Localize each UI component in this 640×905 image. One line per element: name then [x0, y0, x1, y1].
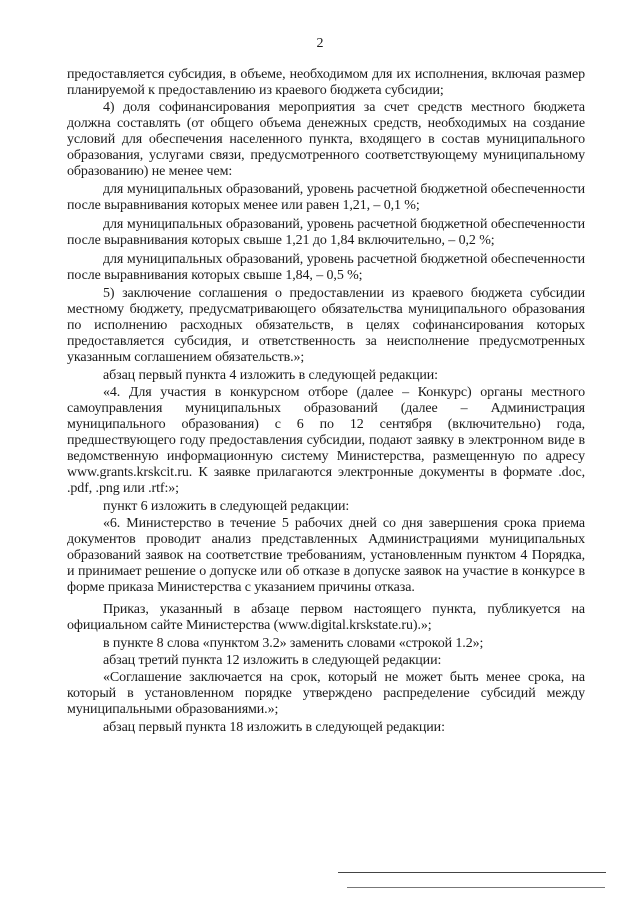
- footer-rule: [338, 872, 606, 873]
- paragraph-item-6-text: «6. Министерство в течение 5 рабочих дней со дня завершения срока приема документов проводит анализ представленных Администрациями муниципальных образований заявок на соответствие требованиям, установленным пунктом 4 Порядка, и принимает решение о допуске или об отказе в допуске заявок на участие в конкурсе в форме приказа Министерства с указанием причины отказа.: [67, 516, 585, 595]
- paragraph-cofinancing-share: 4) доля софинансирования мероприятия за счет средств местного бюджета должна составлять (от общего объема денежных средств, необходимых на создание условий для обеспечения населенного пункта, входящего в состав муниципального образования, услугами связи, предусмотренного соответствующему муниципальному образованию) не менее чем:: [67, 100, 585, 179]
- paragraph-subsidy-volume: предоставляется субсидия, в объеме, необходимом для их исполнения, включая размер планируемой к предоставлению из краевого бюджета субсидии;: [67, 67, 585, 98]
- paragraph-amend-item-6: пункт 6 изложить в следующей редакции:: [103, 499, 350, 514]
- paragraph-share-tier-1: для муниципальных образований, уровень расчетной бюджетной обеспеченности после выравнивания которых менее или равен 1,21, – 0,1 %;: [67, 182, 585, 213]
- paragraph-order-publication: Приказ, указанный в абзаце первом настоящего пункта, публикуется на официальном сайте Министерства (www.digital.krskstate.ru).»;: [67, 602, 585, 633]
- paragraph-amend-item-12: абзац третий пункта 12 изложить в следующей редакции:: [103, 653, 442, 668]
- paragraph-amend-item-18: абзац первый пункта 18 изложить в следующей редакции:: [103, 720, 445, 735]
- paragraph-amend-item-4: абзац первый пункта 4 изложить в следующей редакции:: [103, 368, 438, 383]
- page-number: 2: [316, 36, 324, 51]
- paragraph-agreement-term: «Соглашение заключается на срок, который не может быть менее срока, на который в установленном порядке утверждено распределение субсидий между муниципальными образованиями.»;: [67, 670, 585, 717]
- paragraph-share-tier-2: для муниципальных образований, уровень расчетной бюджетной обеспеченности после выравнивания которых свыше 1,21 до 1,84 включительно, – 0,2 %;: [67, 217, 585, 248]
- paragraph-agreement-conclusion: 5) заключение соглашения о предоставлении из краевого бюджета субсидии местному бюджету, предусматривающего обязательства муниципального образования по исполнению расходных обязательств, в целях софинансирования которых предоставляется субсидия, и ответственность за неисполнение предусмотренных указанным соглашением обязательств.»;: [67, 286, 585, 365]
- document-body: [67, 67, 585, 736]
- paragraph-amend-item-8: в пункте 8 слова «пунктом 3.2» заменить словами «строкой 1.2»;: [103, 636, 484, 651]
- paragraph-share-tier-3: для муниципальных образований, уровень расчетной бюджетной обеспеченности после выравнивания которых свыше 1,84, – 0,5 %;: [67, 252, 585, 283]
- footer-rule-secondary: [347, 887, 605, 888]
- paragraph-item-4-text: «4. Для участия в конкурсном отборе (далее – Конкурс) органы местного самоуправления муниципальных образований (далее – Администрация муниципального образования) с 6 по 12 сентября (включительно) года, предшествующего году предоставления субсидии, подают заявку в электронном виде в ведомственную информационную систему Министерства, размещенную по адресу www.grants.krskcit.ru. К заявке прилагаются электронные документы в формате .doc, .pdf, .png или .rtf:»;: [67, 385, 585, 496]
